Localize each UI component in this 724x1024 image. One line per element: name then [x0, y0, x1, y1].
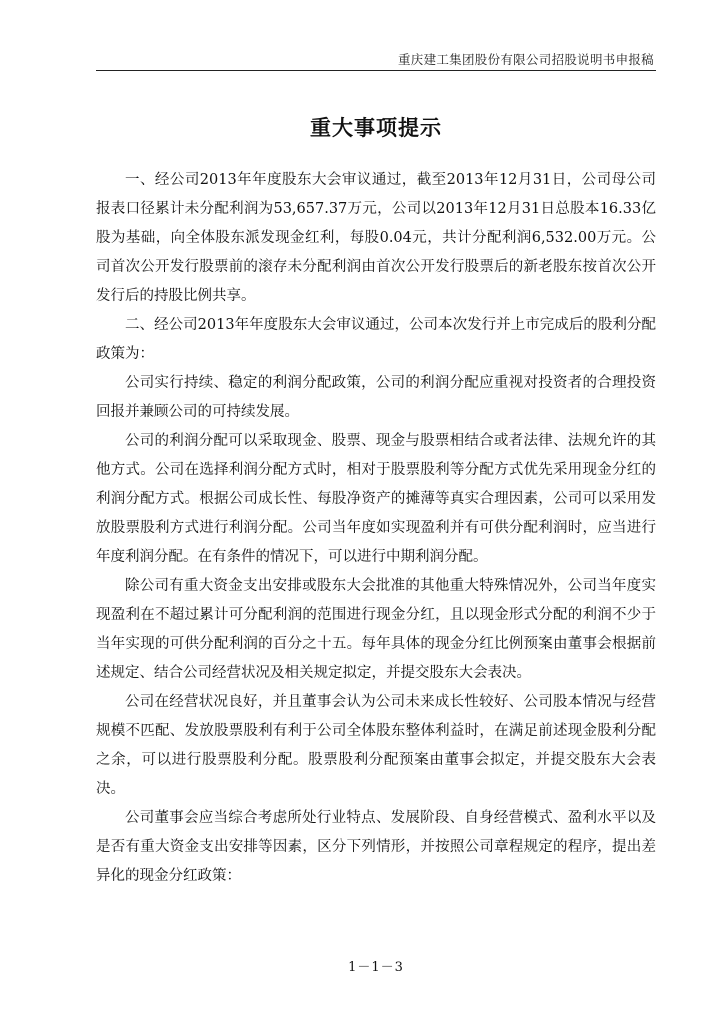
paragraph-distribution-methods: 公司的利润分配可以采取现金、股票、现金与股票相结合或者法律、法规允许的其他方式。公司在选择利润分配方式时，相对于股票股利等分配方式优先采用现金分红的利润分配方式。根据公司成长性、每股净资产的摊薄等真实合理因素，公司可以采用发放股票股利方式进行利润分配。公司当年度如实现盈利并有可供分配利润时，应当进行年度利润分配。在有条件的情况下，可以进行中期利润分配。 — [96, 433, 656, 565]
paragraph-differentiated-policy: 公司董事会应当综合考虑所处行业特点、发展阶段、自身经营模式、盈利水平以及是否有重大资金支出安排等因素，区分下列情形，并按照公司章程规定的程序，提出差异化的现金分红政策： — [96, 810, 656, 884]
paragraph-stock-dividend: 公司在经营状况良好，并且董事会认为公司未来成长性较好、公司股本情况与经营规模不匹配、发放股票股利有利于公司全体股东整体利益时，在满足前述现金股利分配之余，可以进行股票股利分配。股票股利分配预案由董事会拟定，并提交股东大会表决。 — [96, 694, 656, 797]
page-title: 重大事项提示 — [310, 116, 442, 140]
document-body — [96, 166, 656, 891]
header-divider — [96, 70, 656, 71]
running-header-text: 重庆建工集团股份有限公司招股说明书申报稿 — [397, 52, 654, 67]
paragraph-dividend-policy-intro: 二、经公司2013年年度股东大会审议通过，公司本次发行并上市完成后的股利分配政策为： — [96, 317, 656, 362]
page-number: 1－1－3 — [348, 960, 404, 975]
running-header — [96, 50, 656, 70]
paragraph-dividend-2013: 一、经公司2013年年度股东大会审议通过，截至2013年12月31日，公司母公司报表口径累计未分配利润为53,657.37万元，公司以2013年12月31日总股本16.33亿股为基础，向全体股东派发现金红利，每股0.04元，共计分配利润6,532.00万元。公司首次公开发行股票前的滚存未分配利润由首次公开发行股票后的新老股东按首次公开发行后的持股比例共享。 — [96, 172, 656, 304]
paragraph-stable-policy: 公司实行持续、稳定的利润分配政策，公司的利润分配应重视对投资者的合理投资回报并兼顾公司的可持续发展。 — [96, 375, 656, 420]
paragraph-cash-dividend-ratio: 除公司有重大资金支出安排或股东大会批准的其他重大特殊情况外，公司当年度实现盈利在不超过累计可分配利润的范围进行现金分红，且以现金形式分配的利润不少于当年实现的可供分配利润的百分之十五。每年具体的现金分红比例预案由董事会根据前述规定、结合公司经营状况及相关规定拟定，并提交股东大会表决。 — [96, 578, 656, 681]
